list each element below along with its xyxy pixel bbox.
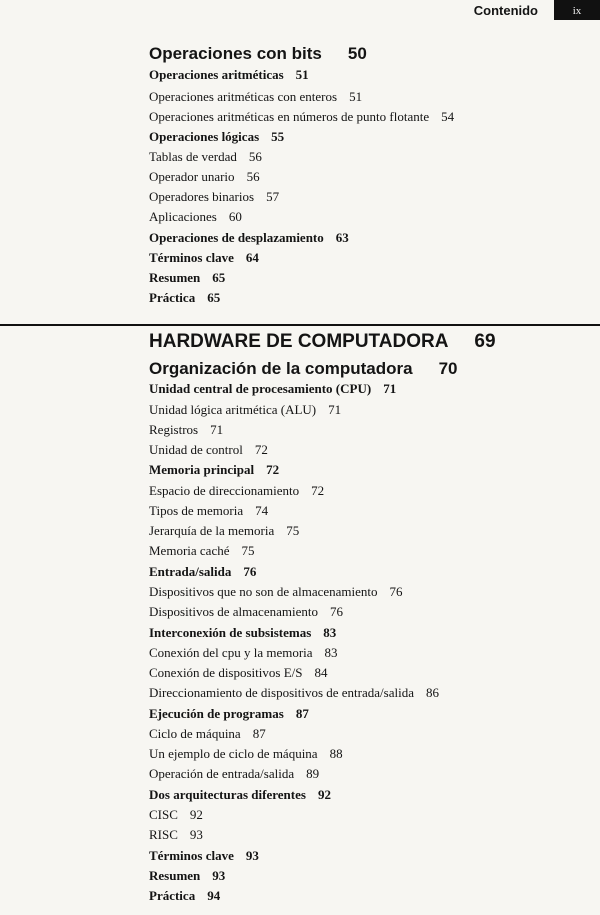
sub-title: Aplicaciones — [149, 209, 217, 224]
section-title: Dos arquitecturas diferentes — [149, 787, 306, 802]
page-ref: 71 — [383, 381, 397, 396]
chapter-title: Operaciones con bits — [149, 44, 322, 63]
page-ref: 57 — [266, 189, 280, 204]
sub-title: Memoria caché — [149, 543, 230, 558]
header-title: Contenido — [473, 3, 538, 18]
sub-title: Tipos de memoria — [149, 503, 244, 518]
page-ref: 60 — [228, 209, 242, 224]
page-ref: 56 — [246, 169, 260, 184]
page-ref: 87 — [295, 706, 309, 721]
page-ref: 50 — [347, 44, 367, 63]
sub-title: Un ejemplo de ciclo de máquina — [149, 746, 318, 761]
section-title: Términos clave — [149, 848, 234, 863]
section-title: Memoria principal — [149, 462, 255, 477]
section-title: Unidad central de procesamiento (CPU) — [149, 381, 372, 396]
sub-title: Registros — [149, 422, 199, 437]
page-ref: 92 — [189, 807, 203, 822]
section-title: Práctica — [149, 290, 196, 305]
page-ref: 83 — [324, 645, 338, 660]
page-ref: 72 — [266, 462, 280, 477]
page-ref: 92 — [317, 787, 331, 802]
page-ref: 76 — [329, 604, 343, 619]
page-number: ix — [572, 5, 582, 17]
sub-title: Operaciones aritméticas con enteros — [149, 89, 338, 104]
page-ref: 71 — [328, 402, 342, 417]
page-ref: 69 — [474, 331, 496, 352]
section-title: Términos clave — [149, 250, 234, 265]
sub-title: Jerarquía de la memoria — [149, 523, 275, 538]
page-ref: 75 — [241, 543, 255, 558]
page-ref: 94 — [207, 888, 221, 903]
sub-title: CISC — [149, 807, 178, 822]
page-ref: 93 — [212, 868, 226, 883]
sub-title: Dispositivos que no son de almacenamiento — [149, 584, 378, 599]
page-ref: 71 — [210, 422, 224, 437]
sub-title: Unidad lógica aritmética (ALU) — [149, 402, 317, 417]
sub-title: Operaciones aritméticas en números de punto flotante — [149, 109, 430, 124]
sub-title: Ciclo de máquina — [149, 726, 241, 741]
page-ref: 63 — [335, 230, 349, 245]
sub-title: Conexión del cpu y la memoria — [149, 645, 313, 660]
sub-title: Conexión de dispositivos E/S — [149, 665, 303, 680]
section-title: Operaciones aritméticas — [149, 67, 284, 82]
section-title: Práctica — [149, 888, 196, 903]
part-divider-rule — [0, 324, 600, 326]
section-title: Entrada/salida — [149, 564, 232, 579]
chapter-title: Organización de la computadora — [149, 359, 413, 378]
page-ref: 72 — [311, 483, 325, 498]
sub-title: Tablas de verdad — [149, 149, 237, 164]
page-ref: 76 — [389, 584, 403, 599]
page-ref: 65 — [207, 290, 221, 305]
section-title: Interconexión de subsistemas — [149, 625, 312, 640]
sub-title: Espacio de direccionamiento — [149, 483, 300, 498]
page-ref: 89 — [306, 766, 320, 781]
sub-title: Dispositivos de almacenamiento — [149, 604, 318, 619]
page-ref: 55 — [271, 129, 285, 144]
part-title: HARDWARE DE COMPUTADORA — [149, 331, 449, 352]
sub-title: Unidad de control — [149, 442, 243, 457]
sub-title: Operación de entrada/salida — [149, 766, 295, 781]
page-ref: 72 — [254, 442, 268, 457]
page-ref: 88 — [329, 746, 343, 761]
page-ref: 70 — [438, 359, 458, 378]
sub-title: Direccionamiento de dispositivos de entrada/salida — [149, 685, 414, 700]
page-number-box — [554, 0, 600, 20]
page-ref: 51 — [349, 89, 363, 104]
page-ref: 74 — [255, 503, 269, 518]
section-title: Resumen — [149, 270, 201, 285]
sub-title: Operador unario — [149, 169, 235, 184]
page-ref: 54 — [441, 109, 455, 124]
page-ref: 84 — [314, 665, 328, 680]
page-ref: 86 — [425, 685, 439, 700]
page-ref: 83 — [323, 625, 337, 640]
page-ref: 76 — [243, 564, 257, 579]
page-ref: 51 — [295, 67, 309, 82]
sub-title: Operadores binarios — [149, 189, 255, 204]
section-title: Operaciones de desplazamiento — [149, 230, 324, 245]
page-ref: 56 — [248, 149, 262, 164]
page-ref: 65 — [212, 270, 226, 285]
page-ref: 93 — [245, 848, 259, 863]
page-ref: 93 — [189, 827, 203, 842]
page-ref: 75 — [286, 523, 300, 538]
page-ref: 87 — [252, 726, 266, 741]
section-title: Operaciones lógicas — [149, 129, 260, 144]
section-title: Ejecución de programas — [149, 706, 284, 721]
sub-title: RISC — [149, 827, 178, 842]
section-title: Resumen — [149, 868, 201, 883]
page-ref: 64 — [245, 250, 259, 265]
